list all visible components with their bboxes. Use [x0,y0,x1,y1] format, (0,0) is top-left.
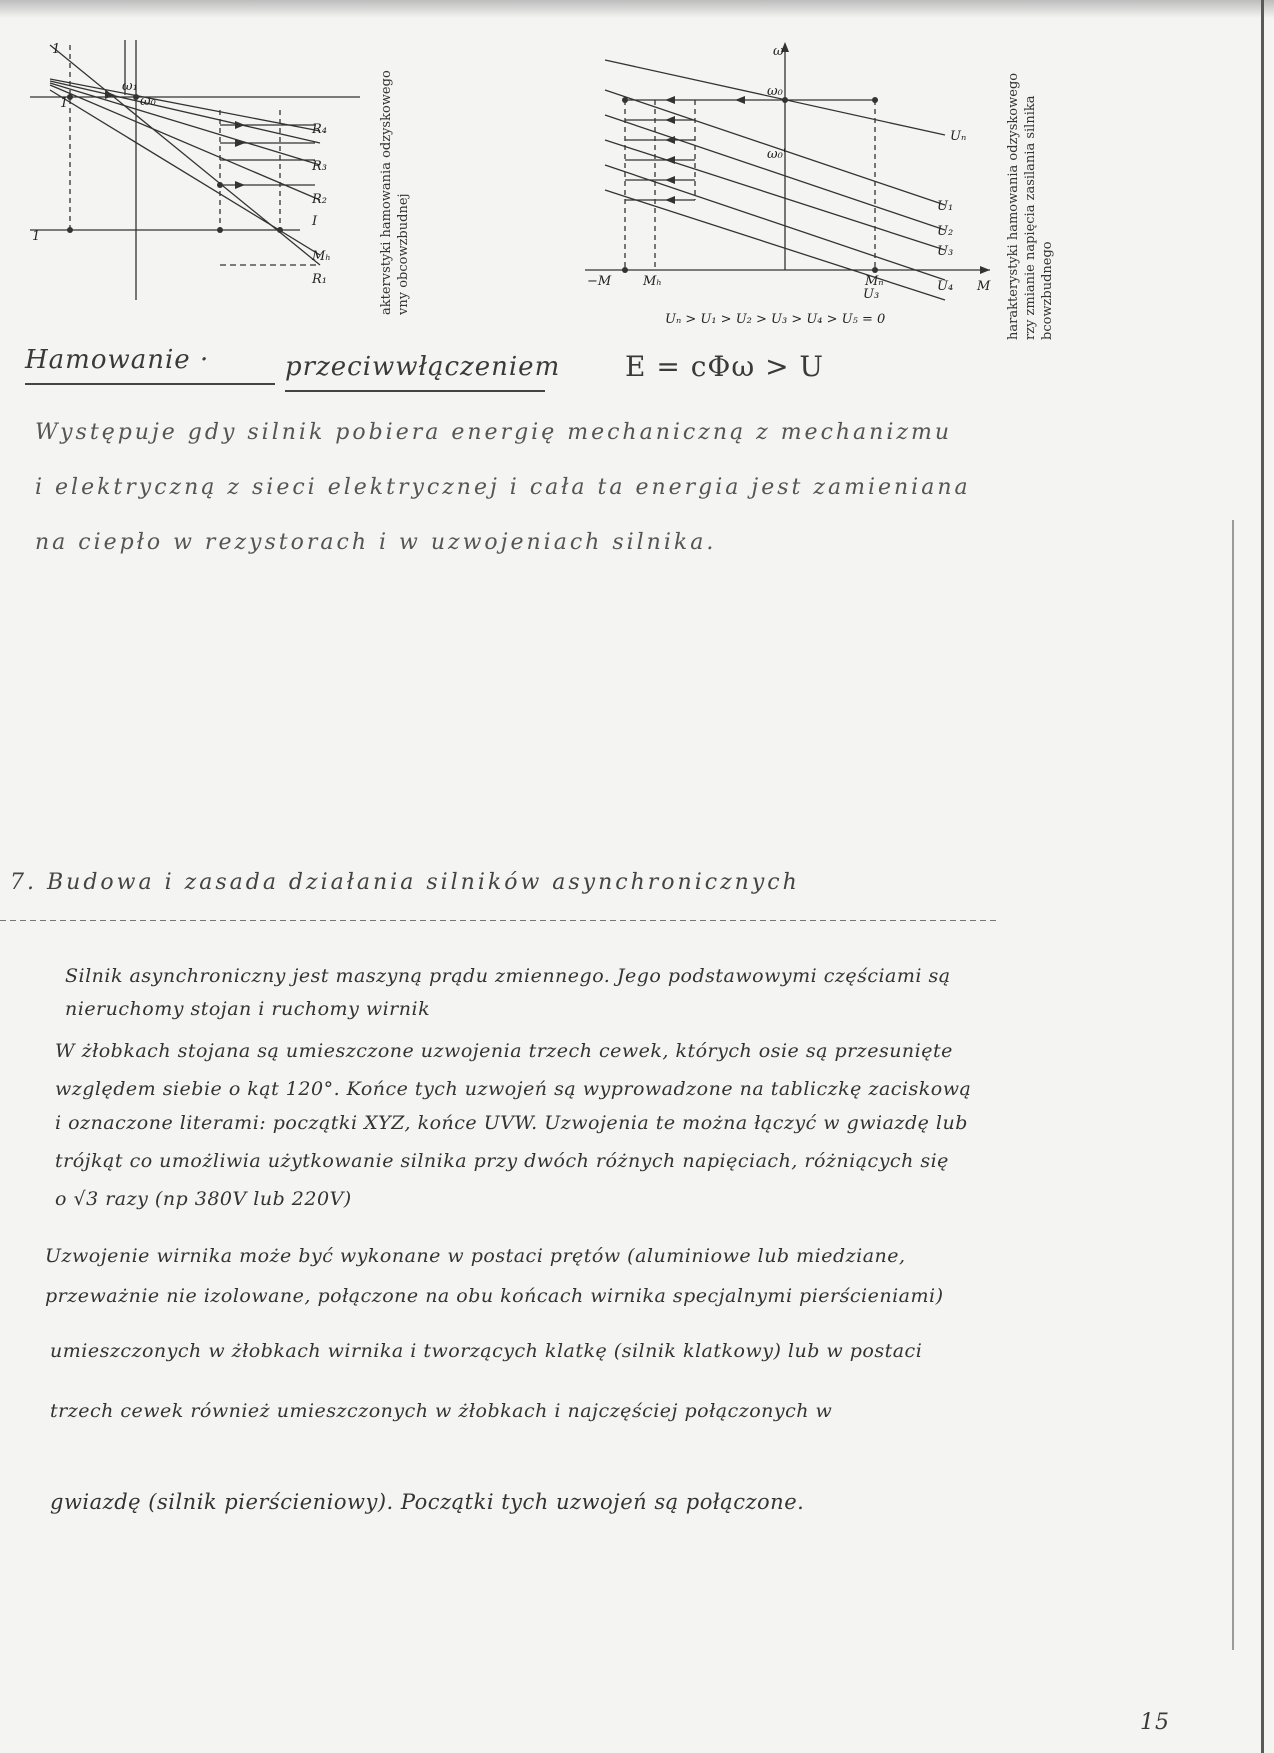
left-label-r4: R₄ [312,122,327,137]
right-label-minus-m: −M [587,274,612,289]
section2-line: Uzwojenie wirnika może być wykonane w postaci prętów (aluminiowe lub miedziane, [45,1245,906,1267]
left-label-mh: Mₕ [312,249,331,264]
section1-title-b-underline [285,390,545,392]
section1-line: i elektryczną z sieci elektrycznej i cała ta energia jest zamieniana [35,475,971,500]
section2-line: Silnik asynchroniczny jest maszyną prądu zmiennego. Jego podstawowymi częściami są [65,965,951,987]
right-label-u1: U₁ [937,199,954,214]
section2-line: i oznaczone literami: początki XYZ, końce UVW. Uzwojenia te można łączyć w gwiazdę lub [55,1112,968,1134]
section2-title: 7. Budowa i zasada działania silników asynchronicznych [10,870,800,895]
right-label-u3: U₃ [937,244,954,259]
left-figure-caption: aktervstyki hamowania odzyskowego vny obcowzbudnej [379,70,411,315]
right-label-omega: ω [773,44,784,59]
right-label-m-axis: M [977,279,991,294]
section2-line: W żłobkach stojana są umieszczone uzwojenia trzech cewek, których osie są przesunięte [55,1040,953,1062]
section2-line: trzech cewek również umieszczonych w żłobkach i najczęściej połączonych w [50,1400,833,1422]
right-label-un: Uₙ [950,129,967,144]
right-label-u2: U₂ [937,224,954,239]
section1-line: Występuje gdy silnik pobiera energię mechaniczną z mechanizmu [35,420,953,445]
scan-top-edge [0,0,1274,18]
section2-line: umieszczonych w żłobkach wirnika i tworzących klatkę (silnik klatkowy) lub w postaci [50,1340,923,1362]
left-label-one-left: 1 [60,96,69,111]
right-line-u2 [605,115,945,230]
section2-line: o √3 razy (np 380V lub 220V) [55,1188,352,1210]
right-label-mh-left: Mₕ [643,274,662,289]
left-label-w1: ω₁ [122,79,138,94]
section1-line: na ciepło w rezystorach i w uzwojeniach silnika. [35,530,717,555]
section1-title-a-underline [25,383,275,385]
right-label-u4: U₄ [937,279,954,294]
section2-divider [0,920,1000,921]
right-label-inequality: Uₙ > U₁ > U₂ > U₃ > U₄ > U₅ = 0 [665,312,886,327]
right-voltage-braking-figure [585,40,995,330]
left-label-r2: R₂ [312,192,327,207]
section1-title-b: przeciwwłączeniem [285,352,561,382]
section1-formula: E = cΦω > U [625,350,825,383]
left-label-r3: R₃ [312,159,327,174]
scan-fold-line [1232,520,1234,1650]
right-figure-caption: harakterystyki hamowania odzyskowego rzy zmianie napięcia zasilania silnika bcowzbudnego [1006,72,1055,340]
right-label-mh-right: Mₙ [865,274,884,289]
section2-line: przeważnie nie izolowane, połączone na obu końcach wirnika specjalnymi pierścieniami) [45,1285,944,1307]
left-label-w0: ω₀ [140,94,156,109]
right-label-u3b: U₃ [863,287,880,302]
section2-line: nieruchomy stojan i ruchomy wirnik [65,998,431,1020]
left-label-one-bottom: 1 [32,229,41,244]
right-line-u4 [605,165,945,280]
right-label-w0: ω₀ [767,84,783,99]
right-label-w0p: ω₀' [767,147,787,162]
left-label-one-top: 1 [52,42,61,57]
left-label-r1: R₁ [312,272,327,287]
left-label-i: I [312,214,318,229]
page-number: 15 [1140,1710,1170,1735]
scan-right-edge [1261,0,1264,1753]
section2-line: trójkąt co umożliwia użytkowanie silnika przy dwóch różnych napięciach, różniących się [55,1150,949,1172]
section1-title-a: Hamowanie · [25,345,210,375]
left-braking-characteristic-figure [30,35,370,305]
section2-line: względem siebie o kąt 120°. Końce tych uzwojeń są wyprowadzone na tabliczkę zaciskową [55,1078,972,1100]
section2-line: gwiazdę (silnik pierścieniowy). Początki tych uzwojeń są połączone. [50,1490,805,1514]
